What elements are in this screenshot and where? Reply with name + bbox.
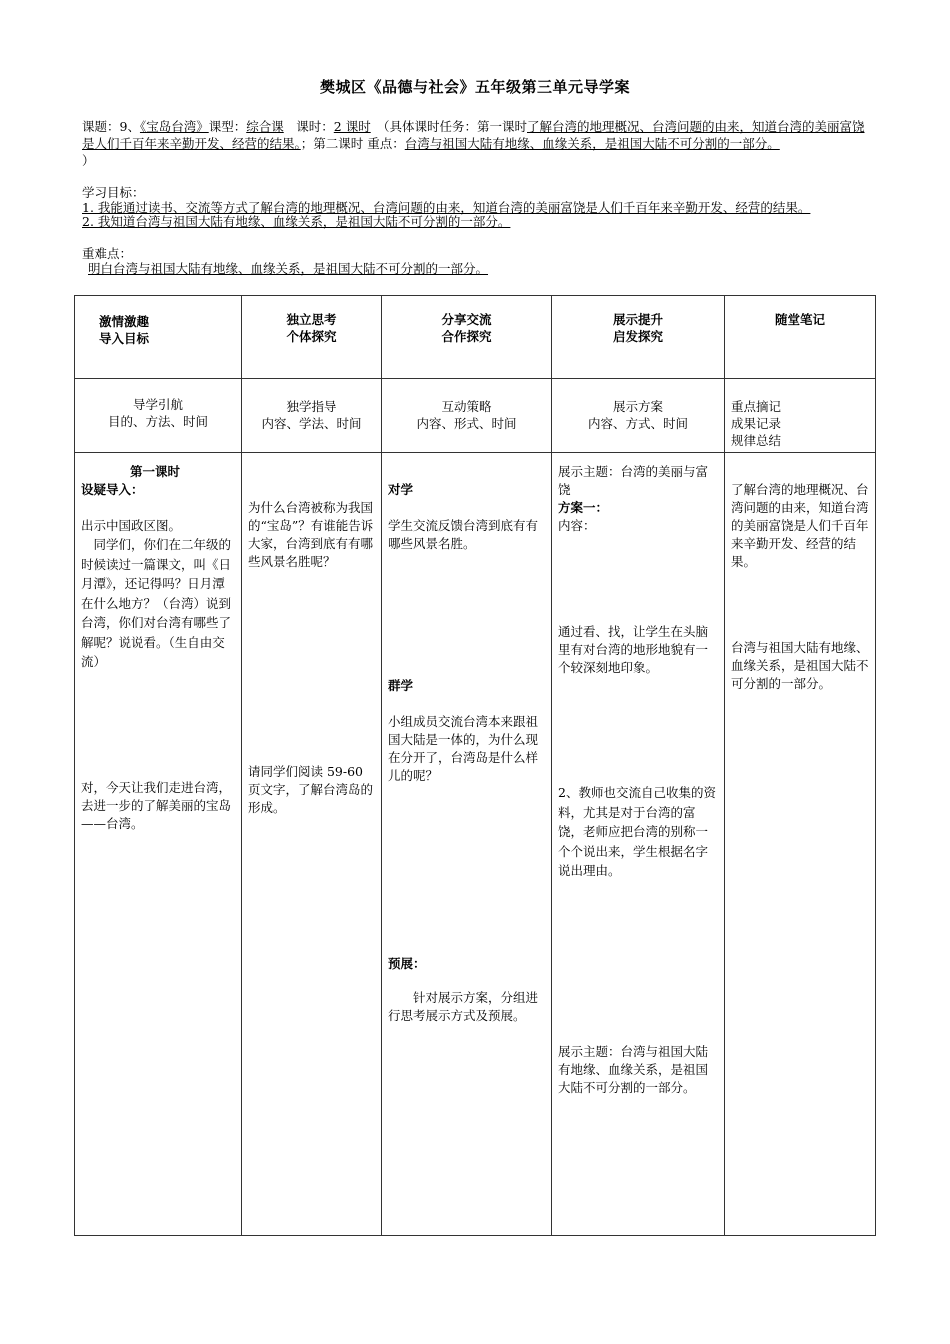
- intro-task1: 了解台湾的地理概况、台湾问题的由来，知道台湾的美丽富饶是人们千百年来辛勤开发、经营的结果。: [82, 119, 865, 151]
- subheader-cell-2: 独学指导 内容、学法、时间: [242, 379, 382, 453]
- goals-label: 学习目标：: [82, 185, 145, 200]
- intro-hours: 2 课时: [333, 119, 371, 134]
- header-cell-2: 独立思考 个体探究: [242, 296, 382, 379]
- intro-para-3: 对，今天让我们走进台湾，去进一步的了解美丽的宝岛——台湾。: [81, 780, 232, 831]
- intro-label-lesson2: ；第二课时: [300, 136, 368, 151]
- subheader-cell-1: 导学引航 目的、方法、时间: [75, 379, 242, 453]
- learning-goals: [82, 186, 874, 230]
- intro-label-task: （具体课时任务：第一课时: [383, 119, 527, 134]
- header-cell-3: 分享交流 合作探究: [382, 296, 552, 379]
- intro-para-1: 出示中国政区图。: [81, 518, 182, 533]
- intro-label-hours: 课时：: [296, 119, 334, 134]
- header-cell-5: 随堂笔记: [725, 296, 876, 379]
- content-label: 内容：: [558, 518, 596, 533]
- keypoints-label: 重难点：: [82, 246, 133, 261]
- presentation-theme-2: 展示主题：台湾与祖国大陆有地缘、血缘关系，是祖国大陆不可分割的一部分。: [558, 1044, 709, 1095]
- header-cell-1: 激情激趣 导入目标: [75, 296, 242, 379]
- group-study-heading: 群学: [388, 678, 414, 693]
- header-cell-4: 展示提升 启发探究: [552, 296, 725, 379]
- goal-item-2: 2. 我知道台湾与祖国大陆有地缘、血缘关系，是祖国大陆不可分割的一部分。: [82, 214, 511, 229]
- presentation-theme-1: 展示主题：台湾的美丽与富饶: [558, 464, 709, 497]
- body-cell-intro: [75, 453, 242, 1236]
- goal-item-1: 1. 我能通过读书、交流等方式了解台湾的地理概况、台湾问题的由来，知道台湾的美丽富饶是人们千百年来辛勤开发、经营的结果。: [82, 199, 811, 215]
- table-subheader-row: [75, 379, 876, 453]
- body-cell-cooperation: [382, 453, 552, 1236]
- self-study-question: 为什么台湾被称为我国的“宝岛”？有谁能告诉大家，台湾到底有有哪些风景名胜呢？: [248, 500, 374, 569]
- pair-study-text: 学生交流反馈台湾到底有有哪些风景名胜。: [388, 518, 539, 551]
- body-cell-self-study: [242, 453, 382, 1236]
- note-1: 了解台湾的地理概况、台湾问题的由来，知道台湾的美丽富饶是人们千百年来辛勤开发、经营的结果。: [731, 482, 869, 569]
- body-cell-presentation: [552, 453, 725, 1236]
- subheader-cell-4: 展示方案 内容、方式、时间: [552, 379, 725, 453]
- body-cell-notes: [725, 453, 876, 1236]
- preview-heading: 预展：: [388, 956, 426, 971]
- intro-type: 综合课: [246, 119, 284, 134]
- subheader-cell-3: 互动策略 内容、形式、时间: [382, 379, 552, 453]
- table-body-row: [75, 453, 876, 1236]
- intro-para-2: 同学们，你们在二年级的时候读过一篇课文，叫《日月潭》，还记得吗？日月潭在什么地方？（台湾）说到台湾，你们对台湾有哪些了解呢？说说看。（生自由交流）: [81, 537, 232, 669]
- note-2: 台湾与祖国大陆有地缘、血缘关系，是祖国大陆不可分割的一部分。: [731, 640, 869, 691]
- intro-label-type: 课型：: [208, 119, 247, 134]
- intro-task2: 台湾与祖国大陆有地缘、血缘关系，是祖国大陆不可分割的一部分。: [404, 136, 780, 151]
- lesson-intro: [82, 118, 874, 169]
- presentation-text-1: 通过看、找，让学生在头脑里有对台湾的地形地貌有一个较深刻地印象。: [558, 624, 709, 675]
- group-study-text: 小组成员交流台湾本来跟祖国大陆是一体的，为什么现在分开了，台湾岛是什么样儿的呢？: [388, 714, 539, 783]
- self-study-reading: 请同学们阅读 59-60 页文字，了解台湾岛的形成。: [248, 764, 374, 815]
- table-header-row: [75, 296, 876, 379]
- intro-close: ）: [82, 153, 95, 168]
- lesson-label: 第一课时: [130, 464, 181, 479]
- keypoints-text: 明白台湾与祖国大陆有地缘、血缘关系，是祖国大陆不可分割的一部分。: [88, 261, 489, 276]
- pair-study-heading: 对学: [388, 482, 414, 497]
- plan-one-label: 方案一：: [558, 500, 609, 515]
- intro-heading: 设疑导入：: [81, 482, 144, 497]
- document-title: 樊城区《品德与社会》五年级第三单元导学案: [319, 78, 630, 96]
- study-plan-table: [74, 295, 876, 1236]
- intro-topic: 《宝岛台湾》: [139, 119, 209, 134]
- subheader-cell-5: 重点摘记 成果记录 规律总结: [725, 379, 876, 453]
- key-points: [82, 246, 874, 276]
- preview-text: 针对展示方案，分组进行思考展示方式及预展。: [388, 990, 539, 1023]
- intro-label-key: 重点：: [367, 136, 405, 151]
- intro-label-topic: 课题：9、: [82, 119, 140, 134]
- presentation-text-2: 2、教师也交流自己收集的资料，尤其是对于台湾的富饶，老师应把台湾的别称一个个说出来，学生根据名字说出理由。: [558, 785, 716, 878]
